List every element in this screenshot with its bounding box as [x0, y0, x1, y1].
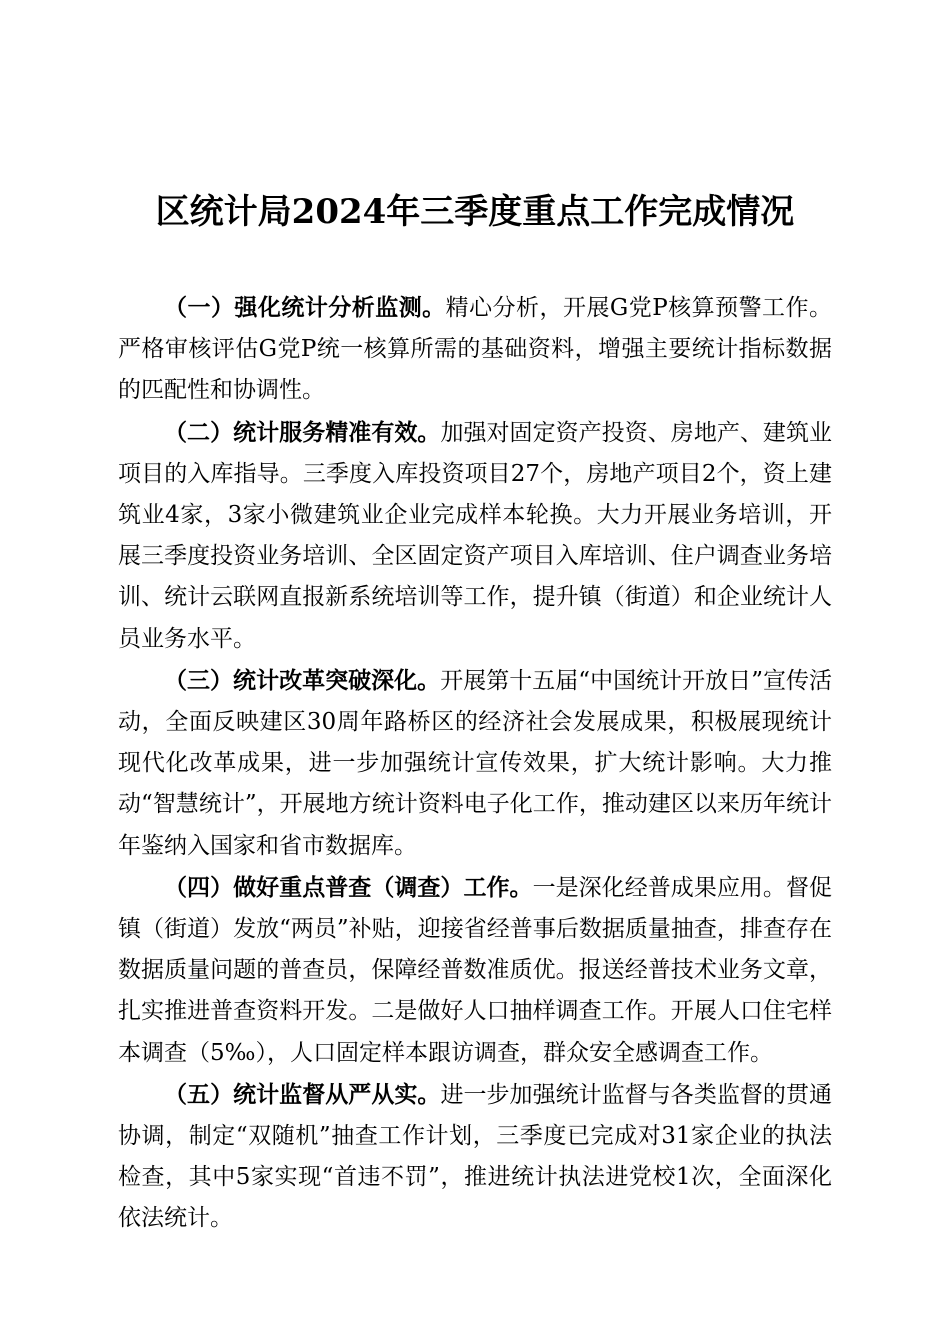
paragraph-1-text: 精心分析，开展G党P核算预警工作。严格审核评估G党P统一核算所需的基础资料，增强主要统计指标数据的匹配性和协调性。	[118, 295, 832, 404]
paragraph-1-heading: （一）强化统计分析监测。	[164, 294, 446, 321]
paragraph-1	[118, 287, 832, 412]
paragraph-2-heading: （二）统计服务精准有效。	[164, 418, 441, 446]
paragraph-4-heading: （四）做好重点普查（调查）工作。	[164, 873, 533, 901]
paragraph-4	[118, 867, 832, 1074]
paragraph-5-text: 进一步加强统计监督与各类监督的贯通协调，制定“双随机”抽查工作计划，三季度已完成对31家企业的执法检查，其中5家实现“首违不罚”，推进统计执法进党校1次，全面深化依法统计。	[118, 1081, 833, 1232]
paragraph-2-text: 加强对固定资产投资、房地产、建筑业项目的入库指导。三季度入库投资项目27个，房地产项目2个，资上建筑业4家，3家小微建筑业企业完成样本轮换。大力开展业务培训，开展三季度投资业务培训、全区固定资产项目入库培训、住户调查业务培训、统计云联网直报新系统培训等工作，提升镇（街道）和企业统计人员业务水平。	[118, 419, 833, 652]
paragraph-4-text: 一是深化经普成果应用。督促镇（街道）发放“两员”补贴，迎接省经普事后数据质量抽查，排查存在数据质量问题的普查员，保障经普数准质优。报送经普技术业务文章，扎实推进普查资料开发。二是做好人口抽样调查工作。开展人口住宅样本调查（5‰），人口固定样本跟访调查，群众安全感调查工作。	[118, 874, 833, 1066]
paragraph-2	[118, 412, 832, 660]
paragraph-3-heading: （三）统计改革突破深化。	[164, 666, 441, 694]
paragraph-3	[118, 660, 832, 867]
paragraph-5-heading: （五）统计监督从严从实。	[164, 1080, 441, 1108]
document-title: 区统计局2024年三季度重点工作完成情况	[155, 192, 795, 232]
paragraph-5	[118, 1074, 832, 1240]
document-body	[118, 287, 832, 1240]
paragraph-3-text: 开展第十五届“中国统计开放日”宣传活动，全面反映建区30周年路桥区的经济社会发展成果，积极展现统计现代化改革成果，进一步加强统计宣传效果，扩大统计影响。大力推动“智慧统计”，开展地方统计资料电子化工作，推动建区以来历年统计年鉴纳入国家和省市数据库。	[118, 667, 832, 859]
